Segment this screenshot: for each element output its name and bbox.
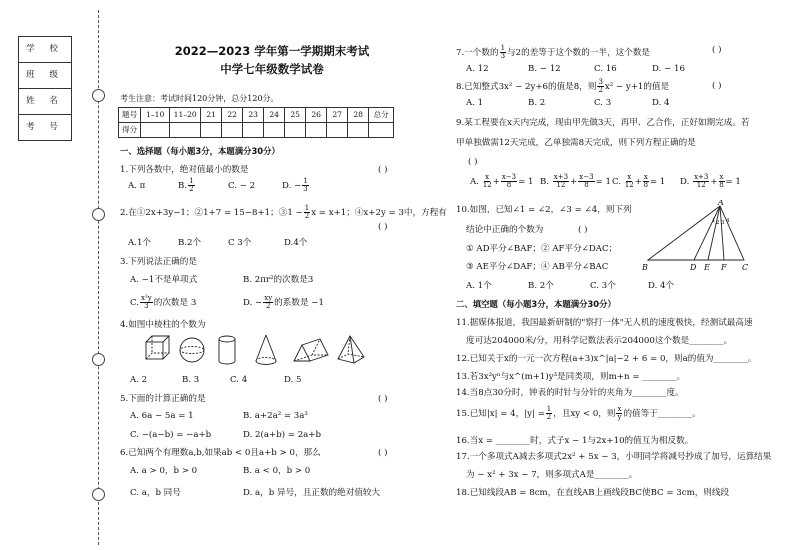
- question-3: 3.下列说法正确的是: [120, 257, 197, 267]
- question-17-line1: 17.一个多项式A减去多项式2x² + 5x − 3，小明同学将减号抄成了加号，运算结果: [456, 452, 772, 462]
- option-a: A. 12: [466, 64, 489, 74]
- question-5: 5.下面的计算正确的是: [120, 394, 206, 404]
- angle-label: 3: [721, 220, 725, 226]
- option-b: B. − 12: [528, 64, 561, 74]
- exam-title: 2022—2023 学年第一学期期末考试: [174, 44, 370, 58]
- answer-bracket: ( ): [378, 165, 388, 175]
- option-d: D. 4: [652, 98, 670, 108]
- score-header: 总分: [369, 108, 394, 123]
- option-c: C. 4: [230, 375, 248, 385]
- angle-label: 4: [726, 218, 730, 224]
- question-10: 10.如图，已知∠1 = ∠2，∠3 = ∠4，则下列: [456, 205, 632, 215]
- option-c: C. −(a−b) = −a+b: [130, 430, 212, 440]
- option-b: B. $\frac{x+3}{12}$ + $\frac{x-3}{8}$ = 1: [540, 173, 611, 189]
- student-info-table: [18, 36, 72, 141]
- option-b: B. 2πr²的次数是3: [243, 275, 314, 285]
- vertex-label: F: [721, 263, 727, 272]
- vertex-label: A: [718, 200, 724, 207]
- option-b: B. 2个: [528, 281, 554, 291]
- question-1: 1.下列各数中，绝对值最小的数是: [120, 165, 249, 175]
- cylinder-shape: [219, 336, 235, 364]
- question-4: 4.如图中棱柱的个数为: [120, 320, 206, 330]
- option-a: A. 6a − 5a = 1: [130, 411, 194, 421]
- score-cell[interactable]: [327, 123, 348, 138]
- binding-hole: [92, 89, 105, 102]
- section-heading: 一、选择题（每小题3分，本题满分30分）: [120, 146, 280, 156]
- score-header: 27: [327, 108, 348, 123]
- triangular-prism-shape: [294, 339, 328, 361]
- name-label: 姓 名: [19, 89, 72, 115]
- score-header: 26: [306, 108, 327, 123]
- option-a: A. a > 0，b > 0: [130, 466, 198, 476]
- score-row-label: 得分: [119, 123, 141, 138]
- option-d: D. 5: [284, 375, 302, 385]
- exam-number-label: 考 号: [19, 115, 72, 141]
- option-b: B. 2: [528, 98, 546, 108]
- option-c: C. $\frac{\text{x²y}}{3}$ 的次数是 3: [130, 294, 197, 310]
- answer-bracket: ( ): [378, 448, 388, 458]
- question-6: 6.已知两个有理数a,b,如果ab < 0且a+b > 0，那么: [120, 448, 321, 458]
- school-label: 学 校: [19, 37, 72, 63]
- option-d: D.4个: [284, 238, 308, 248]
- score-cell[interactable]: [285, 123, 306, 138]
- question-16: 16.当x = ________时，式子x − 1与2x+10的值互为相反数。: [456, 436, 694, 446]
- option-a: A. π: [128, 181, 146, 191]
- answer-bracket: ( ): [378, 394, 388, 404]
- question-11-line1: 11.据媒体报道，我国最新研制的"察打一体"无人机的速度极快，经测试最高速: [456, 318, 753, 328]
- binding-hole: [92, 208, 105, 221]
- score-cell[interactable]: [264, 123, 285, 138]
- sphere-shape: [180, 338, 204, 362]
- score-header: 21: [201, 108, 222, 123]
- score-table: [118, 107, 394, 138]
- answer-bracket: ( ): [712, 45, 722, 55]
- option-b: B. $\frac{1}{2}$: [178, 177, 194, 193]
- option-a: A. 1个: [466, 281, 492, 291]
- cube-shape: [146, 336, 169, 359]
- option-b: B. 3: [182, 375, 200, 385]
- option-c: C. 3个: [590, 281, 616, 291]
- option-c: C. a，b 同号: [130, 488, 181, 498]
- vertex-label: D: [690, 263, 697, 272]
- angle-label: 2: [716, 220, 720, 226]
- cone-shape: [256, 335, 276, 365]
- score-cell[interactable]: [201, 123, 222, 138]
- question-9-line1: 9.某工程要在x天内完成，现由甲先做3天，再甲、乙合作，正好如期完成。若: [456, 118, 750, 128]
- question-13: 13.若3x²yⁿ与x^(m+1)y³是同类项，则m+n = ________。: [456, 372, 686, 382]
- option-c: C 3个: [228, 238, 252, 248]
- vertex-label: E: [704, 263, 710, 272]
- question-10-statements-2: ③ AE平分∠DAF；④ AB平分∠BAC: [466, 262, 609, 272]
- option-d: D. 2(a+b) = 2a+b: [243, 430, 322, 440]
- question-7: 7.一个数的 $\frac{1}{3}$ 与2的差等于这个数的一半，这个数是: [456, 44, 651, 60]
- question-2: 2.在①2x+3y−1；②1+7 = 15−8+1；③1 − $\frac{1}{2}$ x = x+1；④x+2y = 3中，方程有: [120, 204, 447, 220]
- score-header: 题号: [119, 108, 141, 123]
- option-a: A.1个: [128, 238, 151, 248]
- score-cell[interactable]: [348, 123, 369, 138]
- option-b: B. a+2a² = 3a³: [243, 411, 308, 421]
- score-cell[interactable]: [170, 123, 201, 138]
- triangle-abc: [648, 206, 744, 260]
- option-c: C. $\frac{x}{12}$ + $\frac{x}{8}$ = 1: [612, 173, 666, 189]
- answer-bracket: ( ): [578, 225, 588, 235]
- score-cell[interactable]: [369, 123, 394, 138]
- exam-subtitle: 中学七年级数学试卷: [220, 62, 324, 76]
- question-10-line2: 结论中正确的个数为: [466, 225, 544, 235]
- option-d: D. − 16: [652, 64, 685, 74]
- score-cell[interactable]: [222, 123, 243, 138]
- question-15: 15.已知|x| = 4，|y| = $\frac{1}{2}$ ，且xy < 0，则 $\frac{x}{y}$ 的值等于________。: [456, 405, 701, 421]
- option-c: C. 16: [594, 64, 617, 74]
- option-d: D. a，b 异号，且正数的绝对值较大: [243, 488, 381, 498]
- answer-bracket: ( ): [468, 157, 478, 167]
- option-a: A. 1: [466, 98, 484, 108]
- score-header: 1–10: [141, 108, 170, 123]
- question-12: 12.已知关于x的一元一次方程(a+3)x^|a|−2 + 6 = 0，则a的值为________。: [456, 354, 757, 364]
- option-a: A. 2: [130, 375, 148, 385]
- answer-bracket: ( ): [378, 222, 388, 232]
- score-header: 24: [264, 108, 285, 123]
- triangle-figure: [638, 200, 753, 274]
- option-d: D. − $\frac{1}{3}$: [282, 177, 308, 193]
- angle-label: 1: [712, 218, 716, 224]
- option-c: C. 3: [594, 98, 612, 108]
- question-10-statements-1: ① AD平分∠BAF；② AF平分∠DAC；: [466, 244, 618, 254]
- question-17-line2: 为 − x² + 3x − 7，则多项式A是________。: [466, 470, 638, 480]
- question-14: 14.当8点30分时，钟表的时针与分针的夹角为________度。: [456, 388, 684, 398]
- question-11-line2: 度可达204000米/分，用科学记数法表示204000这个数是________。: [466, 336, 733, 346]
- option-a: A. $\frac{x}{12}$ + $\frac{x-3}{8}$ = 1: [470, 173, 534, 189]
- score-cell[interactable]: [243, 123, 264, 138]
- vertex-label: C: [742, 263, 749, 272]
- question-8: 8.已知整式3x² − 2y+6的值是8，则 $\frac{3}{2}$ x² − y+1的值是: [456, 78, 670, 94]
- score-header: 25: [285, 108, 306, 123]
- vertex-label: B: [642, 263, 648, 272]
- answer-bracket: ( ): [712, 81, 722, 91]
- score-cell[interactable]: [306, 123, 327, 138]
- section-heading: 二、填空题（每小题3分，本题满分30分）: [456, 299, 616, 309]
- question-9-line2: 甲单独做需12天完成，乙单独需8天完成，则下列方程正确的是: [456, 138, 696, 148]
- score-header: 28: [348, 108, 369, 123]
- option-b: B. a < 0，b > 0: [243, 466, 311, 476]
- binding-hole: [92, 353, 105, 366]
- option-a: A. −1不是单项式: [130, 275, 198, 285]
- pyramid-shape: [338, 336, 364, 363]
- class-label: 班 级: [19, 63, 72, 89]
- option-c: C. − 2: [228, 181, 256, 191]
- option-d: D. 4个: [648, 281, 675, 291]
- solids-figure: [142, 333, 372, 367]
- score-cell[interactable]: [141, 123, 170, 138]
- binding-hole: [92, 488, 105, 501]
- score-header: 23: [243, 108, 264, 123]
- option-d: D. − $\frac{xy}{2}$ 的系数是 −1: [243, 294, 324, 310]
- score-header: 22: [222, 108, 243, 123]
- option-d: D. $\frac{x+3}{12}$ + $\frac{x}{8}$ = 1: [680, 173, 741, 189]
- score-header: 11–20: [170, 108, 201, 123]
- exam-notice: 考生注意：考试时间120分钟，总分120分。: [120, 94, 279, 103]
- option-b: B.2个: [178, 238, 202, 248]
- question-18: 18.已知线段AB = 8cm，在直线AB上画线段BC使BC = 3cm，则线段: [456, 488, 730, 498]
